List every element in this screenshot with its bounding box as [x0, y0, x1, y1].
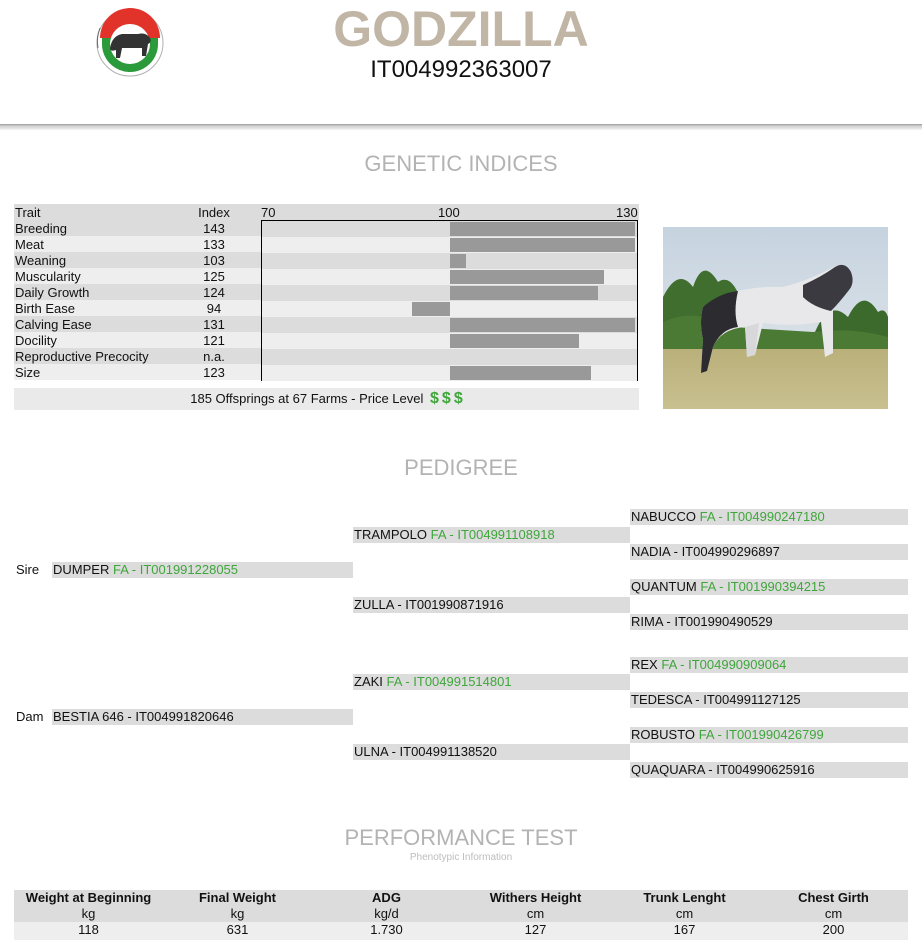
- performance-value: 631: [226, 922, 249, 937]
- pedigree-dd-sire: ROBUSTO FA - IT001990426799: [630, 727, 908, 743]
- column-unit: cm: [526, 906, 545, 921]
- genetic-row: [14, 300, 261, 316]
- performance-column-header: [312, 890, 461, 922]
- pedigree-ds-dam: TEDESCA - IT004991127125: [630, 692, 908, 708]
- performance-value: 200: [822, 922, 845, 937]
- genetic-row: [14, 284, 261, 300]
- trait-name: Size: [15, 365, 41, 380]
- chart-row-band: [262, 301, 637, 317]
- index-bar: [450, 366, 592, 380]
- pedigree-ss-dam: NADIA - IT004990296897: [630, 544, 908, 560]
- genetic-row: [14, 220, 261, 236]
- genetic-row: [14, 332, 261, 348]
- pedigree-sire: DUMPER FA - IT001991228055: [52, 562, 353, 578]
- index-bar: [450, 222, 636, 236]
- index-bar: [450, 270, 604, 284]
- trait-index: 121: [203, 333, 225, 348]
- index-bar: [450, 286, 598, 300]
- offspring-text: 185 Offsprings at 67 Farms - Price Level: [190, 391, 424, 406]
- column-label: ADG: [372, 890, 401, 905]
- index-bar: [450, 318, 636, 332]
- index-axis: [261, 204, 639, 220]
- column-label: Weight at Beginning: [25, 890, 152, 905]
- column-unit: kg: [230, 906, 245, 921]
- performance-column-header: [461, 890, 610, 922]
- trait-index: 143: [203, 221, 225, 236]
- genetic-row: [14, 236, 261, 252]
- genetic-header-row: [14, 204, 261, 220]
- axis-mid-label: 100: [438, 205, 460, 220]
- column-unit: cm: [675, 906, 694, 921]
- trait-index: 123: [203, 365, 225, 380]
- performance-value: 1.730: [370, 922, 403, 937]
- bull-name: GODZILLA: [333, 1, 589, 57]
- trait-index: 94: [206, 301, 222, 316]
- pedigree-dam: BESTIA 646 - IT004991820646: [52, 709, 353, 725]
- column-unit: kg/d: [374, 906, 399, 921]
- axis-min-label: 70: [261, 205, 276, 220]
- trait-name: Meat: [15, 237, 44, 252]
- performance-column-header: [759, 890, 908, 922]
- genetic-row: [14, 364, 261, 380]
- column-label: Trunk Lenght: [643, 890, 726, 905]
- performance-column-header: [14, 890, 163, 922]
- genetic-row: [14, 316, 261, 332]
- dollar-icon: $: [441, 390, 451, 407]
- pedigree-dam-sire: ZAKI FA - IT004991514801: [353, 674, 630, 690]
- performance-values-row: [14, 922, 908, 940]
- col-trait: Trait: [15, 205, 41, 220]
- pedigree-dd-dam: QUAQUARA - IT004990625916: [630, 762, 908, 778]
- dollar-icon: $: [453, 390, 463, 407]
- trait-name: Weaning: [15, 253, 67, 268]
- performance-title: PERFORMANCE TEST: [344, 825, 578, 850]
- dam-label: Dam: [16, 709, 44, 724]
- performance-value: 118: [78, 922, 99, 937]
- pedigree-sd-sire: QUANTUM FA - IT001990394215: [630, 579, 908, 595]
- pedigree-ds-sire: REX FA - IT004990909064: [630, 657, 908, 673]
- performance-subtitle: Phenotypic Information: [409, 852, 513, 863]
- pedigree-title: PEDIGREE: [404, 455, 518, 480]
- trait-index: 133: [203, 237, 225, 252]
- index-bar: [450, 238, 636, 252]
- performance-value: 167: [673, 922, 696, 937]
- trait-name: Reproductive Precocity: [15, 349, 149, 364]
- trait-index: 125: [203, 269, 225, 284]
- pedigree-dam-dam: ULNA - IT004991138520: [353, 744, 630, 760]
- column-label: Chest Girth: [798, 890, 869, 905]
- pedigree-sire-dam: ZULLA - IT001990871916: [353, 597, 630, 613]
- bull-id: IT004992363007: [370, 56, 552, 83]
- chart-row-band: [262, 349, 637, 365]
- trait-name: Breeding: [15, 221, 68, 236]
- performance-table: [14, 890, 908, 940]
- header-divider: [0, 124, 922, 130]
- performance-value: 127: [524, 922, 547, 937]
- price-level: [427, 391, 463, 406]
- column-unit: kg: [81, 906, 96, 921]
- index-bar: [450, 254, 467, 268]
- trait-name: Birth Ease: [15, 301, 75, 316]
- column-unit: cm: [824, 906, 843, 921]
- column-label: Withers Height: [489, 890, 582, 905]
- col-index: Index: [198, 205, 230, 220]
- genetic-index-chart: [261, 220, 638, 381]
- index-bar: [412, 302, 450, 316]
- index-bar: [450, 334, 579, 348]
- column-label: Final Weight: [198, 890, 277, 905]
- pedigree-ss-sire: NABUCCO FA - IT004990247180: [630, 509, 908, 525]
- performance-header-row: [14, 890, 908, 922]
- genetic-indices-title: GENETIC INDICES: [364, 151, 558, 176]
- bull-photo: [663, 227, 888, 409]
- genetic-row: [14, 268, 261, 284]
- pedigree-sire-sire: TRAMPOLO FA - IT004991108918: [353, 527, 630, 543]
- trait-index: 131: [203, 317, 225, 332]
- trait-name: Calving Ease: [15, 317, 92, 332]
- trait-index: 103: [203, 253, 225, 268]
- performance-column-header: [163, 890, 312, 922]
- trait-index: 124: [203, 285, 225, 300]
- pedigree-sd-dam: RIMA - IT001990490529: [630, 614, 908, 630]
- offspring-summary: [14, 388, 639, 410]
- genetic-row: [14, 348, 261, 364]
- trait-name: Daily Growth: [15, 285, 90, 300]
- dollar-icon: $: [430, 390, 439, 407]
- trait-name: Docility: [15, 333, 57, 348]
- performance-column-header: [610, 890, 759, 922]
- axis-max-label: 130: [616, 205, 638, 220]
- trait-index: n.a.: [203, 349, 225, 364]
- genetic-row: [14, 252, 261, 268]
- trait-name: Muscularity: [15, 269, 81, 284]
- sire-label: Sire: [16, 562, 40, 577]
